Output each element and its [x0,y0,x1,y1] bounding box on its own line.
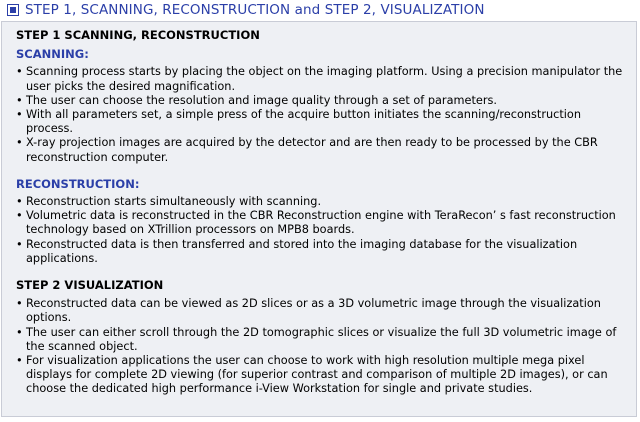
list-item: • Volumetric data is reconstructed in the CBR Reconstruction engine with TeraRecon’ s fast reconstruction technology based on XTrillion processors on MPB8 boards. [16,209,616,237]
bullet: • [16,237,23,251]
scanning-heading: SCANNING: [16,47,89,62]
list-item: • Reconstructed data is then transferred and stored into the imaging database for the visualization applications. [16,237,578,265]
bullet: • [16,325,23,339]
scanning-list [16,65,628,164]
page-title: STEP 1, SCANNING, RECONSTRUCTION and STEP 2, VISUALIZATION [25,2,485,18]
reconstruction-heading: RECONSTRUCTION: [16,176,140,191]
list-item: • With all parameters set, a simple press of the acquire button initiates the scanning/reconstruction process. [16,108,581,136]
bullet: • [16,209,23,223]
list-item: • X-ray projection images are acquired by the detector and are then ready to be processed by the CBR reconstruction computer. [16,136,598,164]
list-item: • Reconstruction starts simultaneously with scanning. [16,195,322,209]
bullet: • [16,297,23,311]
bullet: • [16,93,23,107]
list-item: • The user can either scroll through the 2D tomographic slices or visualize the full 3D volumetric image of the scanned object. [16,325,617,353]
square-bullet-icon [7,4,19,16]
list-item: • Scanning process starts by placing the object on the imaging platform. Using a precision manipulator the user picks the desired magnification. [16,65,623,93]
list-item: • Reconstructed data can be viewed as 2D slices or as a 3D volumetric image through the visualization options. [16,297,601,325]
reconstruction-list [16,195,628,266]
list-item: • For visualization applications the user can choose to work with high resolution multiple mega pixel displays for complete 2D viewing (for superior contrast and comparison of multiple 2D images), or can choose the dedicated high performance i-View Workstation for single and private studies. [16,354,608,396]
bullet: • [16,136,23,150]
bullet: • [16,195,23,209]
step2-heading: STEP 2 VISUALIZATION [16,278,164,293]
visualization-list [16,297,628,396]
step1-heading: STEP 1 SCANNING, RECONSTRUCTION [16,28,260,42]
list-item: • The user can choose the resolution and image quality through a set of parameters. [16,93,497,107]
bullet: • [16,108,23,122]
bullet: • [16,354,23,368]
bullet: • [16,65,23,79]
content-panel [1,21,637,417]
page-header [0,0,640,20]
